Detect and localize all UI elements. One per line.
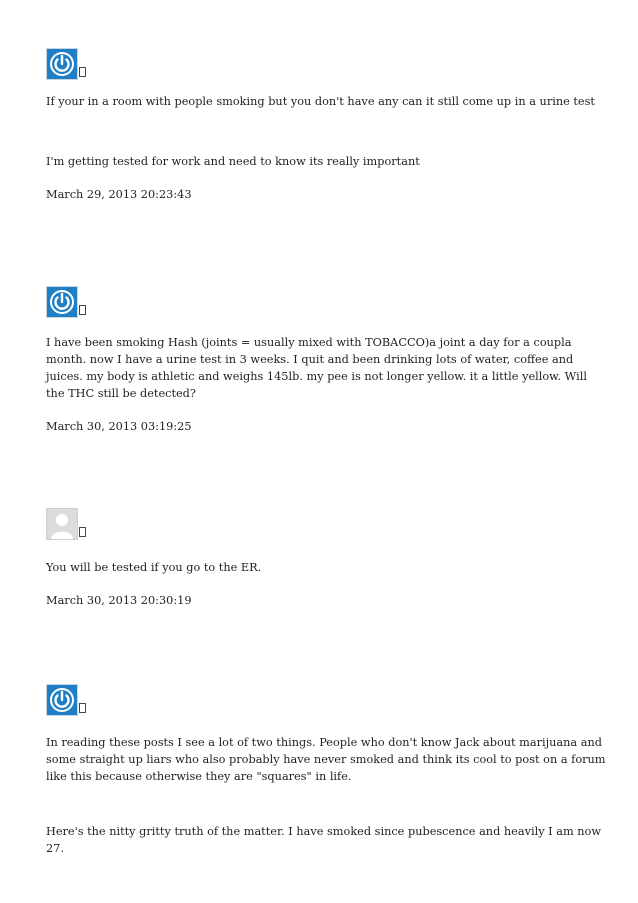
power-icon: [47, 49, 77, 79]
comment-header: [46, 286, 606, 320]
missing-glyph-icon: [79, 67, 86, 77]
power-icon: [47, 287, 77, 317]
comment-header: [46, 48, 606, 82]
comment-date: March 30, 2013 20:30:19: [46, 594, 192, 607]
avatar[interactable]: [46, 684, 78, 716]
avatar[interactable]: [46, 508, 78, 540]
comment-text: If your in a room with people smoking but you don't have any can it still come up in a urine test: [46, 95, 595, 108]
comment-header: [46, 684, 606, 718]
comment-text: I'm getting tested for work and need to know its really important: [46, 155, 420, 168]
comment: [46, 684, 606, 857]
avatar[interactable]: [46, 48, 78, 80]
comment: [46, 286, 606, 435]
power-icon: [47, 685, 77, 715]
comment-date: March 30, 2013 03:19:25: [46, 420, 192, 433]
missing-glyph-icon: [79, 527, 86, 537]
comment-date: March 29, 2013 20:23:43: [46, 188, 192, 201]
comment-text: You will be tested if you go to the ER.: [46, 561, 262, 574]
missing-glyph-icon: [79, 703, 86, 713]
comment-text: In reading these posts I see a lot of two things. People who don't know Jack about marijuana and some straight up liars who also probably have never smoked and think its cool to post on a forum like this because otherwise they are "squares" in life.: [46, 736, 606, 783]
comment: [46, 48, 606, 203]
person-silhouette-icon: [47, 509, 77, 539]
comment-text: I have been smoking Hash (joints = usually mixed with TOBACCO)a joint a day for a coupla month. now I have a urine test in 3 weeks. I quit and been drinking lots of water, coffee and juices. my body is athletic and weighs 145lb. my pee is not longer yellow. it a little yellow. Will the THC still be detected?: [46, 336, 587, 400]
comment-header: [46, 508, 606, 542]
comment: [46, 508, 606, 609]
avatar[interactable]: [46, 286, 78, 318]
missing-glyph-icon: [79, 305, 86, 315]
comment-text: Here's the nitty gritty truth of the matter. I have smoked since pubescence and heavily I am now 27.: [46, 825, 602, 855]
